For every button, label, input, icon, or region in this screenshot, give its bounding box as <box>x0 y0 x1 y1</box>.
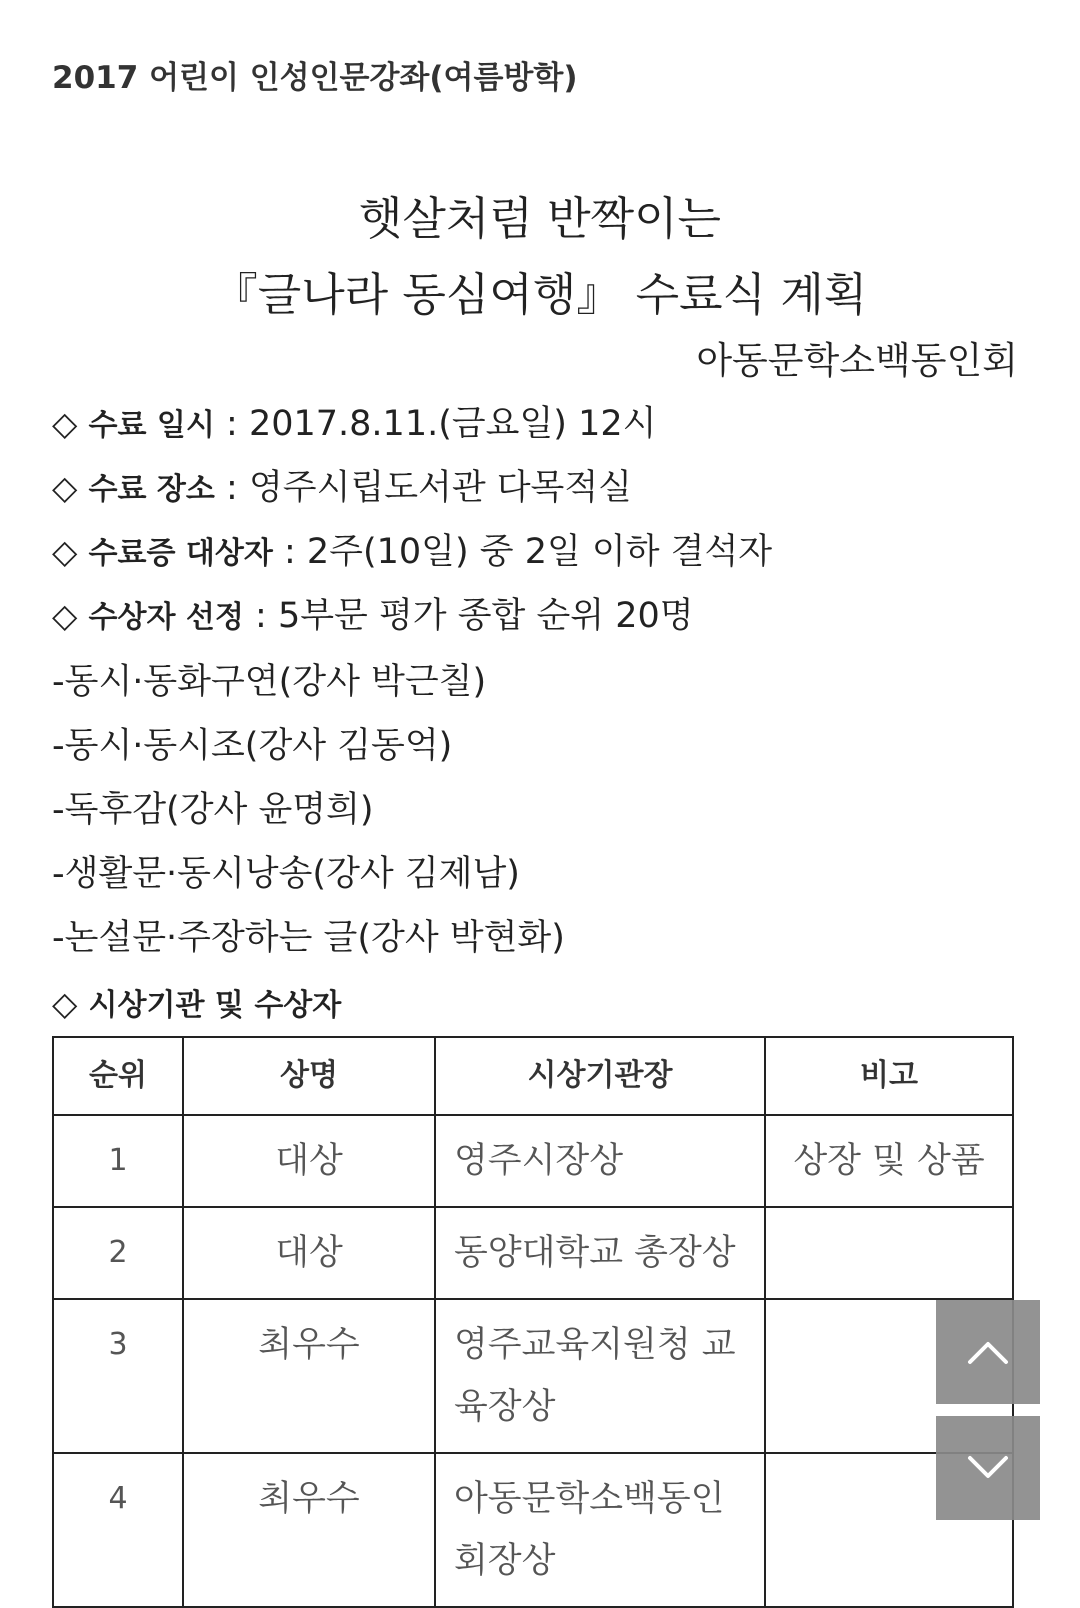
diamond-bullet-icon: ◇ <box>52 468 78 507</box>
info-ceremony-place <box>52 460 632 510</box>
cell-rank: 4 <box>53 1453 183 1607</box>
info-ceremony-datetime <box>52 396 656 446</box>
headline-line-2: 『글나라 동심여행』 수료식 계획 <box>212 268 868 321</box>
diamond-bullet-icon: ◇ <box>52 596 78 635</box>
cell-organization: 영주교육지원청 교육장상 <box>435 1299 765 1453</box>
cell-organization: 아동문학소백동인회장상 <box>435 1453 765 1607</box>
cell-award: 최우수 <box>183 1453 435 1607</box>
post-title: 2017 어린이 인성인문강좌(여름방학) <box>52 60 578 96</box>
info-label: 수료증 대상자 <box>88 536 273 571</box>
cell-note <box>765 1207 1013 1299</box>
category-item: -동시·동시조(강사 김동억) <box>52 726 453 766</box>
diamond-bullet-icon: ◇ <box>52 404 78 443</box>
scroll-top-button[interactable] <box>936 1300 1040 1404</box>
info-label: 수상자 선정 <box>88 600 244 635</box>
table-row <box>53 1115 1013 1207</box>
category-item: -생활문·동시낭송(강사 김제남) <box>52 854 520 894</box>
cell-organization: 동양대학교 총장상 <box>435 1207 765 1299</box>
info-winner-selection <box>52 588 694 638</box>
chevron-up-icon <box>966 1338 1010 1366</box>
info-separator: : <box>243 596 278 636</box>
table-row <box>53 1299 1013 1453</box>
info-certificate-eligibility <box>52 524 772 574</box>
headline-line-1: 햇살처럼 반짝이는 <box>358 192 722 245</box>
table-row <box>53 1453 1013 1607</box>
category-item: -독후감(강사 윤명희) <box>52 790 374 830</box>
scroll-bottom-button[interactable] <box>936 1416 1040 1520</box>
info-label: 수료 장소 <box>88 472 215 507</box>
table-row <box>53 1207 1013 1299</box>
organizer-name: 아동문학소백동인회 <box>696 339 1018 382</box>
cell-rank: 3 <box>53 1299 183 1453</box>
info-separator: : <box>272 532 307 572</box>
category-item: -동시·동화구연(강사 박근칠) <box>52 662 487 702</box>
table-header-row <box>53 1037 1013 1115</box>
awards-table <box>52 1036 1014 1608</box>
category-item: -논설문·주장하는 글(강사 박현화) <box>52 918 565 958</box>
info-value: 영주시립도서관 다목적실 <box>248 468 632 508</box>
awards-heading-label: 시상기관 및 수상자 <box>88 988 342 1023</box>
column-header-organization: 시상기관장 <box>435 1037 765 1115</box>
cell-award: 대상 <box>183 1207 435 1299</box>
cell-organization: 영주시장상 <box>435 1115 765 1207</box>
info-label: 수료 일시 <box>88 408 215 443</box>
cell-award: 대상 <box>183 1115 435 1207</box>
cell-rank: 2 <box>53 1207 183 1299</box>
diamond-bullet-icon: ◇ <box>52 984 78 1023</box>
chevron-down-icon <box>966 1454 1010 1482</box>
column-header-rank: 순위 <box>53 1037 183 1115</box>
info-value: 2주(10일) 중 2일 이하 결석자 <box>306 532 773 572</box>
column-header-award: 상명 <box>183 1037 435 1115</box>
awards-heading <box>52 980 341 1024</box>
info-value: 5부문 평가 종합 순위 20명 <box>277 596 694 636</box>
info-separator: : <box>214 404 249 444</box>
info-value: 2017.8.11.(금요일) 12시 <box>248 404 657 444</box>
info-separator: : <box>214 468 249 508</box>
diamond-bullet-icon: ◇ <box>52 532 78 571</box>
cell-note: 상장 및 상품 <box>765 1115 1013 1207</box>
column-header-note: 비고 <box>765 1037 1013 1115</box>
cell-rank: 1 <box>53 1115 183 1207</box>
cell-award: 최우수 <box>183 1299 435 1453</box>
